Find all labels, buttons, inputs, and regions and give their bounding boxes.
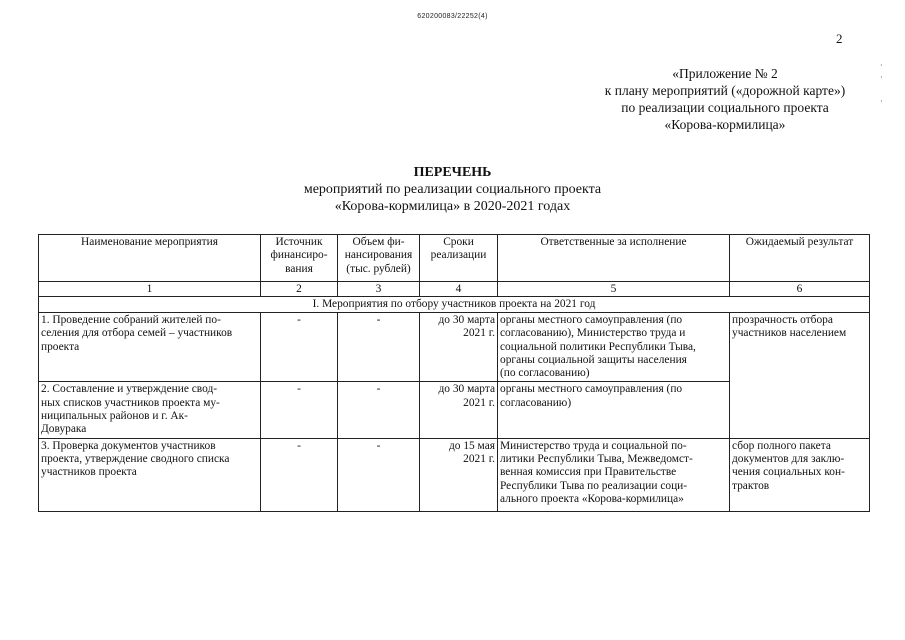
table-row: [39, 313, 870, 382]
header-event-name: Наименование мероприятия: [39, 235, 261, 282]
responsible-cell: Министерство труда и социальной по- литики Республики Тыва, Межведомст- венная комиссия при Правительстве Республики Тыва по реализации соци- ального проекта «Корова-кормилица»: [498, 438, 730, 511]
events-table: [38, 234, 870, 512]
deadline-cell: до 15 мая 2021 г.: [420, 438, 498, 511]
section-title: I. Мероприятия по отбору участников проекта на 2021 год: [39, 297, 870, 313]
section-row: [39, 297, 870, 313]
header-funding-volume: Объем фи- нансирования (тыс. рублей): [338, 235, 420, 282]
column-number: 3: [338, 282, 420, 297]
margin-marks: · · ·: [880, 61, 883, 106]
column-number: 4: [420, 282, 498, 297]
document-registration-stamp: 620200083/22252(4): [417, 13, 488, 20]
table-row: [39, 438, 870, 511]
deadline-cell: до 30 марта 2021 г.: [420, 313, 498, 382]
expected-result-cell: прозрачность отбора участников населением: [730, 313, 870, 439]
page-number: 2: [836, 31, 843, 46]
column-number: 2: [261, 282, 338, 297]
document-title: [0, 164, 905, 215]
appendix-line: по реализации социального проекта: [621, 100, 829, 115]
event-name-cell: 3. Проверка документов участников проекта, утверждение сводного списка участников проекта: [39, 438, 261, 511]
column-number-row: [39, 282, 870, 297]
appendix-line: к плану мероприятий («дорожной карте»): [604, 83, 846, 98]
deadline-cell: до 30 марта 2021 г.: [420, 382, 498, 438]
column-number: 6: [730, 282, 870, 297]
table-header-row: [39, 235, 870, 282]
header-responsible: Ответственные за исполнение: [498, 235, 730, 282]
responsible-cell: органы местного самоуправления (по согласованию): [498, 382, 730, 438]
event-name-cell: 1. Проведение собраний жителей по- селения для отбора семей – участников проекта: [39, 313, 261, 382]
funding-source-cell: -: [261, 438, 338, 511]
event-name-cell: 2. Составление и утверждение свод- ных списков участников проекта му- ниципальных районов и г. Ак- Довурака: [39, 382, 261, 438]
appendix-line: «Приложение № 2: [672, 66, 778, 81]
funding-source-cell: -: [261, 382, 338, 438]
appendix-line: «Корова-кормилица»: [664, 117, 786, 132]
header-deadline: Сроки реализации: [420, 235, 498, 282]
responsible-cell: органы местного самоуправления (по согласованию), Министерство труда и социальной политики Республики Тыва, органы социальной защиты населения (по согласованию): [498, 313, 730, 382]
column-number: 1: [39, 282, 261, 297]
column-number: 5: [498, 282, 730, 297]
expected-result-cell: сбор полного пакета документов для заклю- чения социальных кон- трактов: [730, 438, 870, 511]
header-expected-result: Ожидаемый результат: [730, 235, 870, 282]
funding-source-cell: -: [261, 313, 338, 382]
header-funding-source: Источник финансиро- вания: [261, 235, 338, 282]
title-subtitle: «Корова-кормилица» в 2020-2021 годах: [334, 199, 571, 214]
appendix-header: [560, 65, 890, 133]
funding-volume-cell: -: [338, 438, 420, 511]
funding-volume-cell: -: [338, 313, 420, 382]
title-main: ПЕРЕЧЕНЬ: [413, 165, 492, 180]
title-subtitle: мероприятий по реализации социального проекта: [303, 182, 602, 197]
funding-volume-cell: -: [338, 382, 420, 438]
